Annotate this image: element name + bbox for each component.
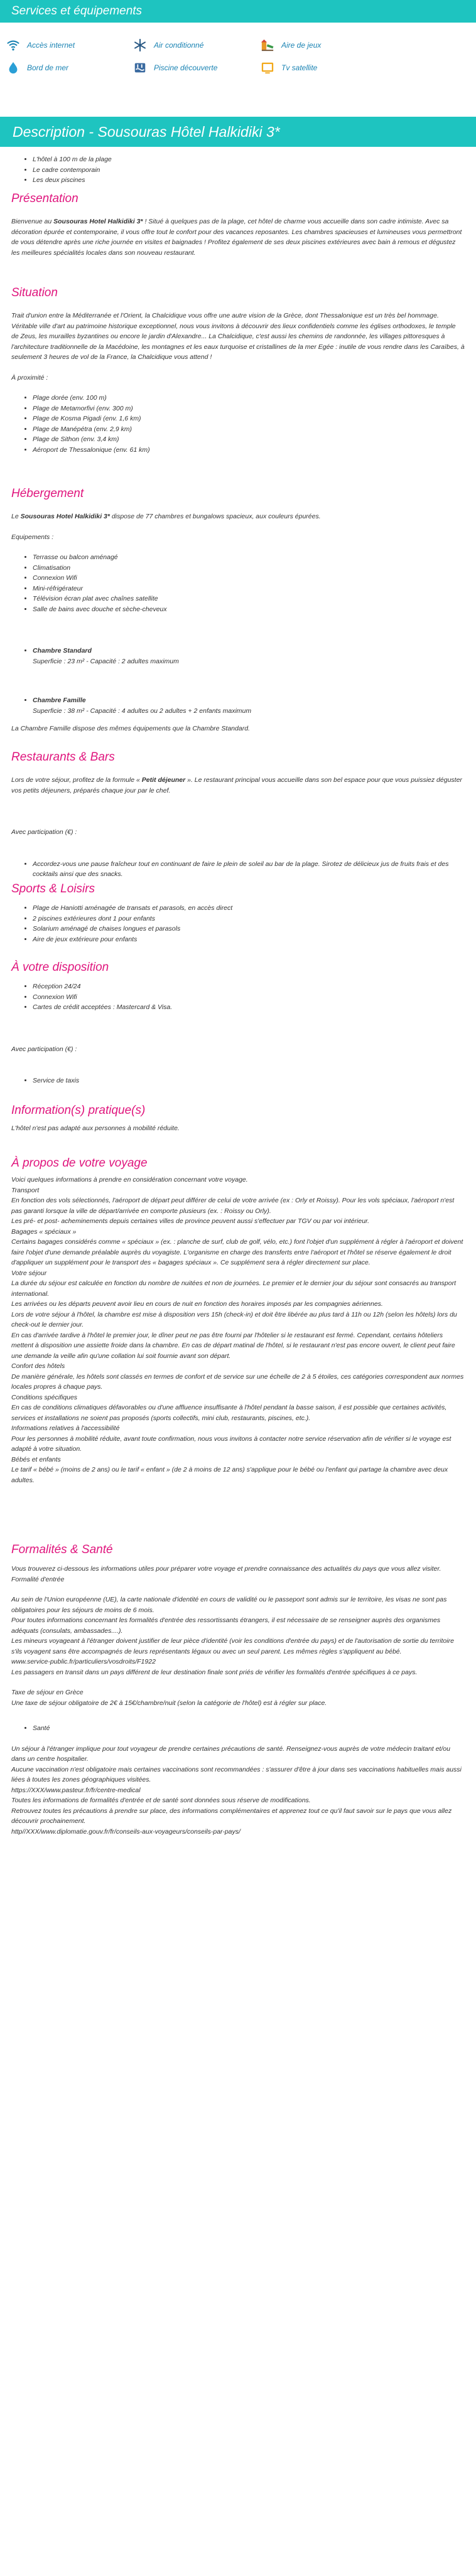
amenities-grid [0,23,476,83]
equipments-label: Equipements : [11,533,54,541]
disposition-section [0,960,476,1086]
restaurants-text [11,775,465,796]
list-item: • L'hôtel à 100 m de la plage [33,154,465,165]
list-item: • Terrasse ou balcon aménagé [33,552,465,563]
text-line: Les arrivées ou les départs peuvent avoir lieu en cours de nuit en fonction des horaires imposés par les compagnies aériennes. [11,1300,383,1308]
section-title: À propos de votre voyage [11,1157,148,1170]
text-line: Confort des hôtels [11,1362,65,1370]
water-drop-icon [6,61,20,75]
text-line: www.service-public.fr/particuliers/vosdroits/F1922 [11,1658,156,1665]
highlights-list [11,154,465,186]
playground-icon [261,38,274,52]
room-standard [11,646,465,656]
text-line: Votre séjour [11,1269,47,1277]
pool-icon [133,61,147,75]
text-line: Retrouvez toutes les précautions à prendre sur place, des informations complémentaires et apprenez tout ce qu'il faut savoir sur le pays que vous allez découvrir prochainement. [11,1807,452,1825]
text-line: Voici quelques informations à prendre en considération concernant votre voyage. [11,1176,248,1184]
amenity-tv [261,56,367,79]
wifi-icon [6,38,20,52]
restaurants-section [0,750,476,880]
fee-label: Avec participation (€) : [11,828,77,836]
text: Bienvenue au [11,218,54,225]
list-item: • Les deux piscines [33,175,465,186]
text-line: Bébés et enfants [11,1455,61,1463]
formalites-section [0,1542,476,1837]
amenity-ac [133,34,261,56]
list-item: • Service de taxis [33,1076,465,1086]
text-line: Toutes les informations de formalités d'entrée et de santé sont données sous réserve de modifications. [11,1797,311,1804]
text: ! Situé à quelques pas de la plage, cet hôtel de charme vous accueille dans son cadre intimiste. Avec sa décoration épurée et contemporaine, il vous offre tout le confort pour des vacances reposantes. Les chambres spacieuses et lumineuses vous permettront de vous détendre après une riche journée en visites et baignades ! Profitez également de ses deux piscines extérieures avec bain à remous et dégustez les meilleures spécialités locales dans son nouveau restaurant. [11,218,462,257]
apropos-text [11,1175,465,1485]
fee-label: Avec participation (€) : [11,1045,77,1053]
presentation-text [11,216,465,258]
hotel-name: Sousouras Hotel Halkidiki 3* [53,218,143,225]
list-item: • Plage dorée (env. 100 m) [33,393,465,404]
apropos-section [0,1156,476,1485]
tax-text: Une taxe de séjour obligatoire de 2€ à 15€/chambre/nuit (selon la catégorie de l'hôtel) est à régler sur place. [11,1699,327,1707]
text-line: En cas de conditions climatiques défavorables ou d'une affluence insuffisante à l'hôtel pendant la basse saison, il est possible que certaines activités, services et installations ne soient pas proposés (sports collectifs, mini club, restaurants, piscines, etc.). [11,1404,447,1422]
amenity-seaside [6,56,133,79]
list-item: • Plage de Metamorfivi (env. 300 m) [33,404,465,414]
text-line: Le tarif « bébé » (moins de 2 ans) ou le tarif « enfant » (de 2 à moins de 12 ans) s'applique pour le bébé ou l'enfant qui partage la chambre avec deux adultes. [11,1466,448,1484]
formula-name: Petit déjeuner [141,776,186,784]
situation-section [0,286,476,455]
text: Le [11,513,21,520]
amenity-label: Bord de mer [27,63,69,72]
hebergement-text [11,511,465,522]
services-title: Services et équipements [0,0,476,23]
text-line: Conditions spécifiques [11,1393,78,1401]
list-item: • Plage de Kosma Pigadi (env. 1,6 km) [33,414,465,424]
text-line: Pour les personnes à mobilité réduite, avant toute confirmation, nous vous invitons à contacter notre service réservation afin de vérifier si le voyage est adapté à votre situation. [11,1435,452,1453]
list-item: • Salle de bains avec douche et sèche-cheveux [33,604,465,615]
formalites-health-text [11,1744,465,1837]
section-title: Formalités & Santé [11,1543,113,1556]
pratique-text: L'hôtel n'est pas adapté aux personnes à mobilité réduite. [11,1125,180,1132]
pratique-section [0,1103,476,1134]
list-item: • Plage de Sithon (env. 3,4 km) [33,434,465,445]
room-desc: Superficie : 23 m² - Capacité : 2 adultes maximum [33,657,179,665]
text: ». Le restaurant principal vous accueille dans son bel espace pour que vous puissiez déguster vos petits déjeuners, préparés chaque jour par le chef. [11,776,462,794]
section-title: Sports & Loisirs [11,882,95,895]
list-item: • Réception 24/24 [33,981,465,992]
room-name: • Chambre Famille [33,695,465,706]
hotel-name: Sousouras Hotel Halkidiki 3* [20,513,110,520]
sports-section [0,882,476,944]
services-section [0,0,476,83]
description-body [0,147,476,186]
list-item: • Le cadre contemporain [33,165,465,176]
amenity-label: Aire de jeux [281,41,322,50]
snowflake-icon [133,38,147,52]
list-item: • Climatisation [33,563,465,574]
formalites-subtitle: Formalité d'entrée [11,1575,65,1583]
list-item: • Accordez-vous une pause fraîcheur tout en continuant de faire le plein de soleil au bar de la plage. Sirotez de délicieux jus de fruits frais et des cocktails ainsi que des snacks. [33,859,465,880]
text-line: Transport [11,1186,40,1194]
text-line: https://XXX/www.pasteur.fr/fr/centre-medical [11,1786,141,1794]
section-title: Restaurants & Bars [11,751,115,764]
text-line: En cas d'arrivée tardive à l'hôtel le premier jour, le dîner peut ne pas être fourni par l'hôtelier si le restaurant est fermé. Cependant, certains hôteliers mettent à disposition une assiette froide dans la chambre. En cas de départ matinal de l'hôtel, si le restaurant n'est pas encore ouvert, le client peut faire une demande la veille afin qu'une collation lui soit fournie avant son départ. [11,1331,455,1360]
section-title: Hébergement [11,487,84,500]
text-line: Bagages « spéciaux » [11,1227,77,1236]
list-item: • Mini-réfrigérateur [33,584,465,594]
hebergement-section [0,486,476,734]
tv-icon [261,61,274,75]
text-line: Au sein de l'Union européenne (UE), la carte nationale d'identité en cours de validité ou le passeport sont admis sur le territoire, les visas ne sont pas obligatoires pour les séjours de moins de 6 mois. [11,1596,447,1614]
text-line: La durée du séjour est calculée en fonction du nombre de nuitées et non de journées. Le premier et le dernier jour du séjour sont consacrés au transport international. [11,1280,457,1298]
sports-list [11,903,465,944]
room-family [11,695,465,706]
proximity-list [11,393,465,455]
section-title: Situation [11,286,58,299]
amenity-pool [133,56,261,79]
list-item: • Aéroport de Thessalonique (env. 61 km) [33,445,465,456]
amenity-internet [6,34,133,56]
list-item: • Santé [33,1723,465,1734]
text-line: Un séjour à l'étranger implique pour tout voyageur de prendre certaines précautions de santé. Renseignez-vous auprès de votre médecin traitant et/ou dans un centre hospitalier. [11,1745,450,1763]
section-title: Information(s) pratique(s) [11,1104,146,1117]
list-item: • Connexion Wifi [33,573,465,584]
proximity-label: À proximité : [11,373,48,382]
amenity-label: Accès internet [27,41,75,50]
presentation-section [0,191,476,258]
text-line: Informations relatives à l'accessibilité [11,1424,120,1432]
list-item: • Connexion Wifi [33,992,465,1003]
list-item: • Télévision écran plat avec chaînes satellite [33,594,465,604]
amenity-label: Air conditionné [154,41,204,50]
formalites-intro: Vous trouverez ci-dessous les informations utiles pour préparer votre voyage et prendre connaissance des actualités du pays que vous allez visiter. [11,1565,441,1573]
room-name: • Chambre Standard [33,646,465,656]
text-line: Les pré- et post- acheminements depuis certaines villes de province peuvent aussi s'effectuer par TGV ou par voi intérieur. [11,1217,370,1225]
text-line: Pour toutes informations concernant les formalités d'entrée des ressortissants étrangers, il est nécessaire de se renseigner auprès des organismes adéquats (consulats, ambassades....). [11,1617,441,1635]
text-line: Les mineurs voyageant à l'étranger doivent justifier de leur pièce d'identité (voir les conditions d'entrée du pays) et de l'autorisation de sortie du territoire s'ils voyagent sans être accompagnés de leurs représentants légaux ou avec un seul parent. Les mêmes règles s'appliquent au bébé. [11,1637,454,1655]
formalites-entry-text [11,1595,465,1677]
tax-label: Taxe de séjour en Grèce [11,1689,84,1696]
room-note: La Chambre Famille dispose des mêmes équipements que la Chambre Standard. [11,725,250,732]
list-item: • Aire de jeux extérieure pour enfants [33,934,465,945]
text-line: http//XXX/www.diplomatie.gouv.fr/fr/conseils-aux-voyageurs/conseils-par-pays/ [11,1827,241,1836]
text-line: Aucune vaccination n'est obligatoire mais certaines vaccinations sont recommandées : s'assurer d'être à jour dans ses vaccinations habituelles mais aussi liées à toutes les zones géographiques visitées. [11,1765,462,1783]
disposition-list [11,981,465,1013]
list-item: • Plage de Manépétra (env. 2,9 km) [33,424,465,435]
text-line: Lors de votre séjour à l'hôtel, la chambre est mise à disposition vers 15h (check-in) et doit être libérée au plus tard à 11h ou 12h (selon les hôtels) lors du check-out le dernier jour. [11,1310,457,1328]
text: dispose de 77 chambres et bungalows spacieux, aux couleurs épurées. [110,513,321,520]
text-line: De manière générale, les hôtels sont classés en termes de confort et de service sur une échelle de 2 à 5 étoiles, ces catégories correspondent aux normes locales propres à chaque pays. [11,1372,464,1391]
situation-text: Trait d'union entre la Méditerranée et l'Orient, la Chalcidique vous offre une autre vision de la Grèce, dont Thessalonique est un très bel hommage. Véritable ville d'art au patrimoine historique exceptionnel, nous vous invitons à découvrir des lieux confidentiels comme les églises orthodoxes, le temple de Zeus, les murailles byzantines ou encore le jardin d'Alexandre... La Chalcidique, c'est aussi les chemins de randonnée, les villages pittoresques à l'architecture traditionnelle de la Macédoine, les montagnes et les eaux turquoise et cristallines de la mer Egée : inutile de vous rendre dans les Caraïbes, à seulement 3 heures de vol de la France, la Chalcidique vous attend ! [11,312,465,361]
amenity-playground [261,34,367,56]
section-title: Présentation [11,192,78,205]
sante-list [11,1723,465,1734]
list-item: • Cartes de crédit acceptées : Mastercard & Visa. [33,1002,465,1013]
equipments-list [11,552,465,614]
list-item: • 2 piscines extérieures dont 1 pour enfants [33,914,465,924]
list-item: • Plage de Haniotti aménagée de transats et parasols, en accès direct [33,903,465,914]
fee-list [11,1076,465,1086]
text: Lors de votre séjour, profitez de la formule « [11,776,142,784]
text-line: Certains bagages considérés comme « spéciaux » (ex. : planche de surf, club de golf, vélo, etc.) font l'objet d'un supplément à régler à l'aéroport et doivent faire l'objet d'une demande préalable auprès du voyagiste. L'organisme en charge des transferts entre l'aéroport et l'hôtel se réserve également le droit d'appliquer un supplément pour le transport des « bagages spéciaux ». Ce supplément sera à régler directement sur place. [11,1238,463,1266]
room-desc: Superficie : 38 m² - Capacité : 4 adultes ou 2 adultes + 2 enfants maximum [33,707,252,715]
list-item: • Solarium aménagé de chaises longues et parasols [33,924,465,934]
amenity-label: Piscine découverte [154,63,218,72]
text-line: Les passagers en transit dans un pays différent de leur destination finale sont priés de vérifier les formalités d'entrée spécifiques à ce pays. [11,1668,418,1676]
fee-list [11,859,465,880]
description-title: Description - Sousouras Hôtel Halkidiki 3* [0,117,476,147]
text-line: En fonction des vols sélectionnés, l'aéroport de départ peut différer de celui de votre arrivée (ex : Orly et Roissy). Pour les vols spéciaux, l'aéroport n'est pas garanti lorsque la ville de départ/arrivée en comporte plusieurs (ex. : Roissy ou Orly). [11,1197,455,1215]
section-title: À votre disposition [11,961,109,974]
amenity-label: Tv satellite [281,63,318,72]
description-section [0,117,476,186]
